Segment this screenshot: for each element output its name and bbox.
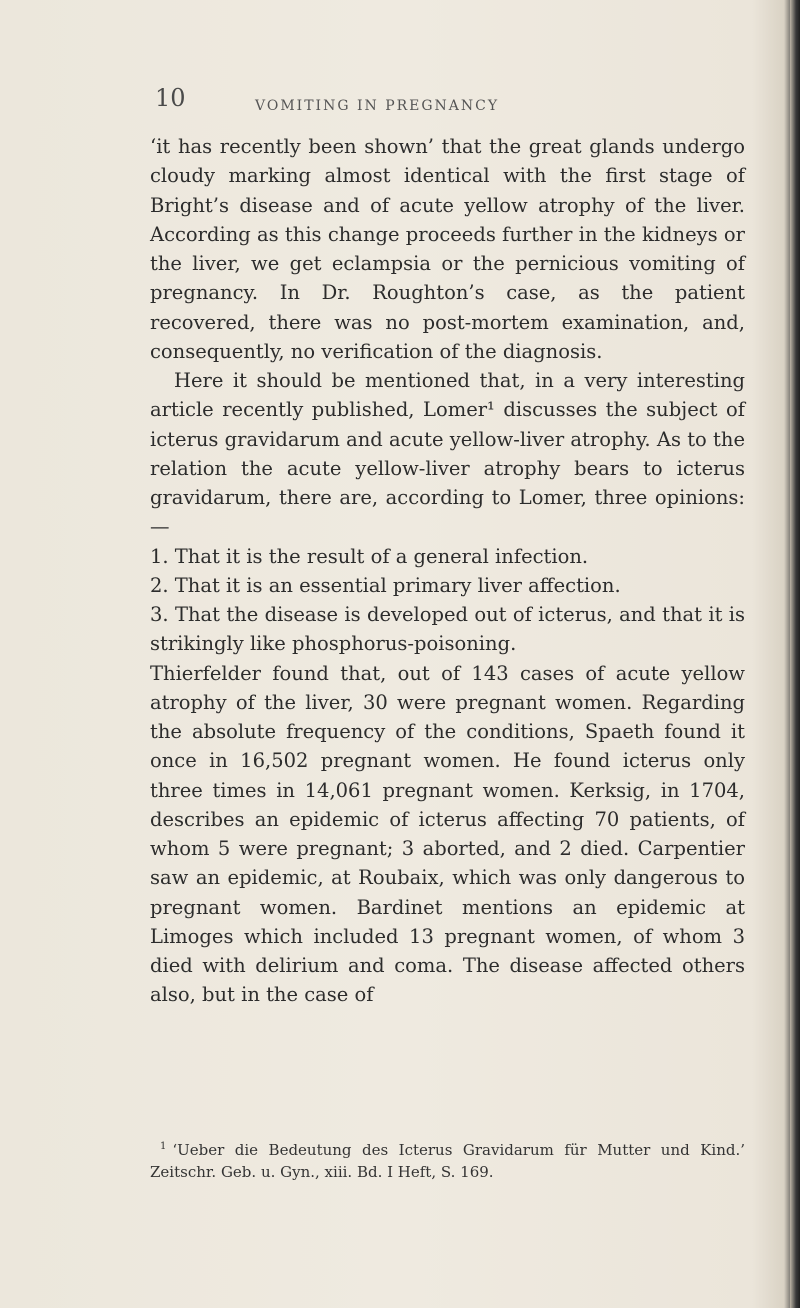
paragraph: Thierfelder found that, out of 143 cases of acute yellow atrophy of the liver, 30 were pregnant women. Regarding the absolute frequency of the conditions, Spaeth found it once in 16,502 pregnant women. He found icterus only three times in 14,061 pregnant women. Kerksig, in 1704, describes an epidemic of icterus affecting 70 patients, of whom 5 were pregnant; 3 aborted, and 2 died. Carpentier saw an epidemic, at Roubaix, which was only dangerous to pregnant women. Bardinet mentions an epidemic at Limoges which included 13 pregnant women, of whom 3 died with delirium and coma. The disease affected others also, but in the case of xyxy=(150,661,745,1007)
page-number: 10 xyxy=(155,84,186,112)
running-head: VOMITING IN PREGNANCY xyxy=(255,98,500,114)
page-header xyxy=(155,84,715,122)
list-item: 3. That the disease is developed out of icterus, and that it is strikingly like phosphorus-poisoning. xyxy=(150,603,745,656)
paragraph: ‘it has recently been shown’ that the great glands undergo cloudy marking almost identical with the first stage of Bright’s disease and of acute yellow atrophy of the liver. According as this change proceeds further in the kidneys or the liver, we get eclampsia or the pernicious vomiting of pregnancy. In Dr. Roughton’s case, as the patient recovered, there was no post-mortem examination, and, consequently, no verification of the diagnosis. xyxy=(150,135,745,363)
paragraph: Here it should be mentioned that, in a very interesting article recently published, Lomer¹ discusses the subject of icterus gravidarum and acute yellow-liver atrophy. As to the relation the acute yellow-liver atrophy bears to icterus gravidarum, there are, according to Lomer, three opinions:— xyxy=(150,369,745,539)
footnote-marker: 1 xyxy=(160,1141,167,1152)
body-text xyxy=(150,132,745,1010)
list-item: 1. That it is the result of a general infection. xyxy=(150,544,589,568)
footnote xyxy=(150,1140,745,1184)
list-item: 2. That it is an essential primary liver affection. xyxy=(150,573,621,597)
page-edge-shadow xyxy=(790,0,800,1308)
footnote-text: ‘Ueber die Bedeutung des Icterus Gravidarum für Mutter und Kind.’ Zeitschr. Geb. u. Gyn., xiii. Bd. I Heft, S. 169. xyxy=(150,1141,745,1181)
